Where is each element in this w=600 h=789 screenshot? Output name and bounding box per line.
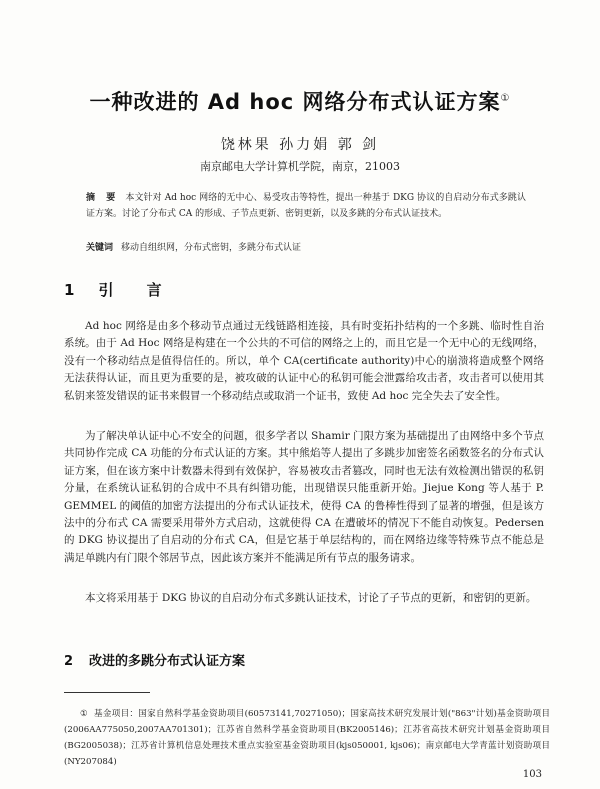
- paragraph-text: 为了解决单认证中心不安全的问题，很多学者以 Shamir 门限方案为基础提出了由网络中多个节点共同协作完成 CA 功能的分布式认证的方案。其中熊焰等人提出了多跳步加密签名函数签名的分布式认证方案，但在该方案中计数器未得到有效保护，容易被攻击者篡改，同时也无法有效检测出错误的私钥分量，在系统认证私钥的合成中不具有纠错功能，出现错误只能重新开始。Jiejue Kong 等人基于 P. GEMMEL 的阈值的加密方法提出的分布式认证技术，使得 CA 的鲁棒性得到了显著的增强，但是该方法中的分布式 CA 需要采用带外方式启动，这就使得 CA 在遭破坏的情况下不能自动恢复。Pedersen 的 DKG 协议提出了自启动的分布式 CA，但是它基于单层结构的，而在网络边缘等特殊节点不能总是满足单跳内有门限个邻居节点，因此该方案并不能满足所有节点的服务请求。: [64, 430, 544, 564]
- paper-authors: 饶林果 孙力娟 郭 剑: [220, 137, 380, 153]
- paper-title: [0, 86, 600, 116]
- paper-affiliation: 南京邮电大学计算机学院，南京，21003: [200, 160, 400, 173]
- keywords-label: 关键词: [86, 243, 114, 253]
- section-1-paragraph-2: [64, 428, 544, 567]
- section-1-paragraph-1: [64, 318, 544, 405]
- section-2-heading: [64, 650, 245, 669]
- section-1-number: 1: [64, 281, 75, 299]
- section-1-paragraph-3: [64, 590, 544, 607]
- paper-title-text: 一种改进的 Ad hoc 网络分布式认证方案: [89, 90, 501, 114]
- footnote-mark: ①: [80, 709, 88, 719]
- section-2-number: 2: [64, 654, 74, 669]
- footnote-divider: [64, 692, 150, 693]
- page-number: 103: [522, 769, 542, 780]
- section-2-title: 改进的多跳分布式认证方案: [89, 654, 246, 669]
- paragraph-text: Ad hoc 网络是由多个移动节点通过无线链路相连接，具有时变拓扑结构的一个多跳、临时性自治系统。由于 Ad Hoc 网络是构建在一个公共的不可信的网络之上的，而且它是一个无中心的无线网络，没有一个移动结点是值得信任的。所以，单个 CA(certificate authority)中心的崩溃将造成整个网络无法获得认证，而且更为重要的是，被攻破的认证中心的私钥可能会泄露给攻击者，攻击者可以使用其私钥来签发错误的证书来假冒一个移动结点或取消一个证书，致使 Ad hoc 完全失去了安全性。: [64, 320, 544, 402]
- footnote: [64, 706, 550, 770]
- title-footnote-mark: ①: [500, 93, 511, 104]
- abstract-text: 本文针对 Ad hoc 网络的无中心、易受攻击等特性，提出一种基于 DKG 协议的自启动分布式多跳认证方案。讨论了分布式 CA 的形成、子节点更新、密钥更新，以及多跳的分布式认证技术。: [86, 193, 526, 219]
- footnote-text: 基金项目：国家自然科学基金资助项目(60573141,70271050)；国家高技术研究发展计划("863"计划)基金资助项目(2006AA775050,2007AA701301)；江苏省自然科学基金资助项目(BK2005146)；江苏省高技术研究计划基金资助项目(BG2005038)；江苏省计算机信息处理技术重点实验室基金资助项目(kjs050001, kjs06)；南京邮电大学青蓝计划资助项目(NY207084): [64, 709, 550, 767]
- keywords-text: 移动自组织网，分布式密钥，多跳分布式认证: [121, 243, 302, 253]
- abstract: [86, 190, 526, 222]
- abstract-label: 摘 要: [86, 193, 120, 203]
- section-1-title: 引 言: [98, 281, 176, 299]
- section-1-heading: [64, 279, 176, 300]
- keywords: [86, 241, 526, 255]
- paragraph-text: 本文将采用基于 DKG 协议的自启动分布式多跳认证技术，讨论了子节点的更新，和密钥的更新。: [85, 592, 537, 604]
